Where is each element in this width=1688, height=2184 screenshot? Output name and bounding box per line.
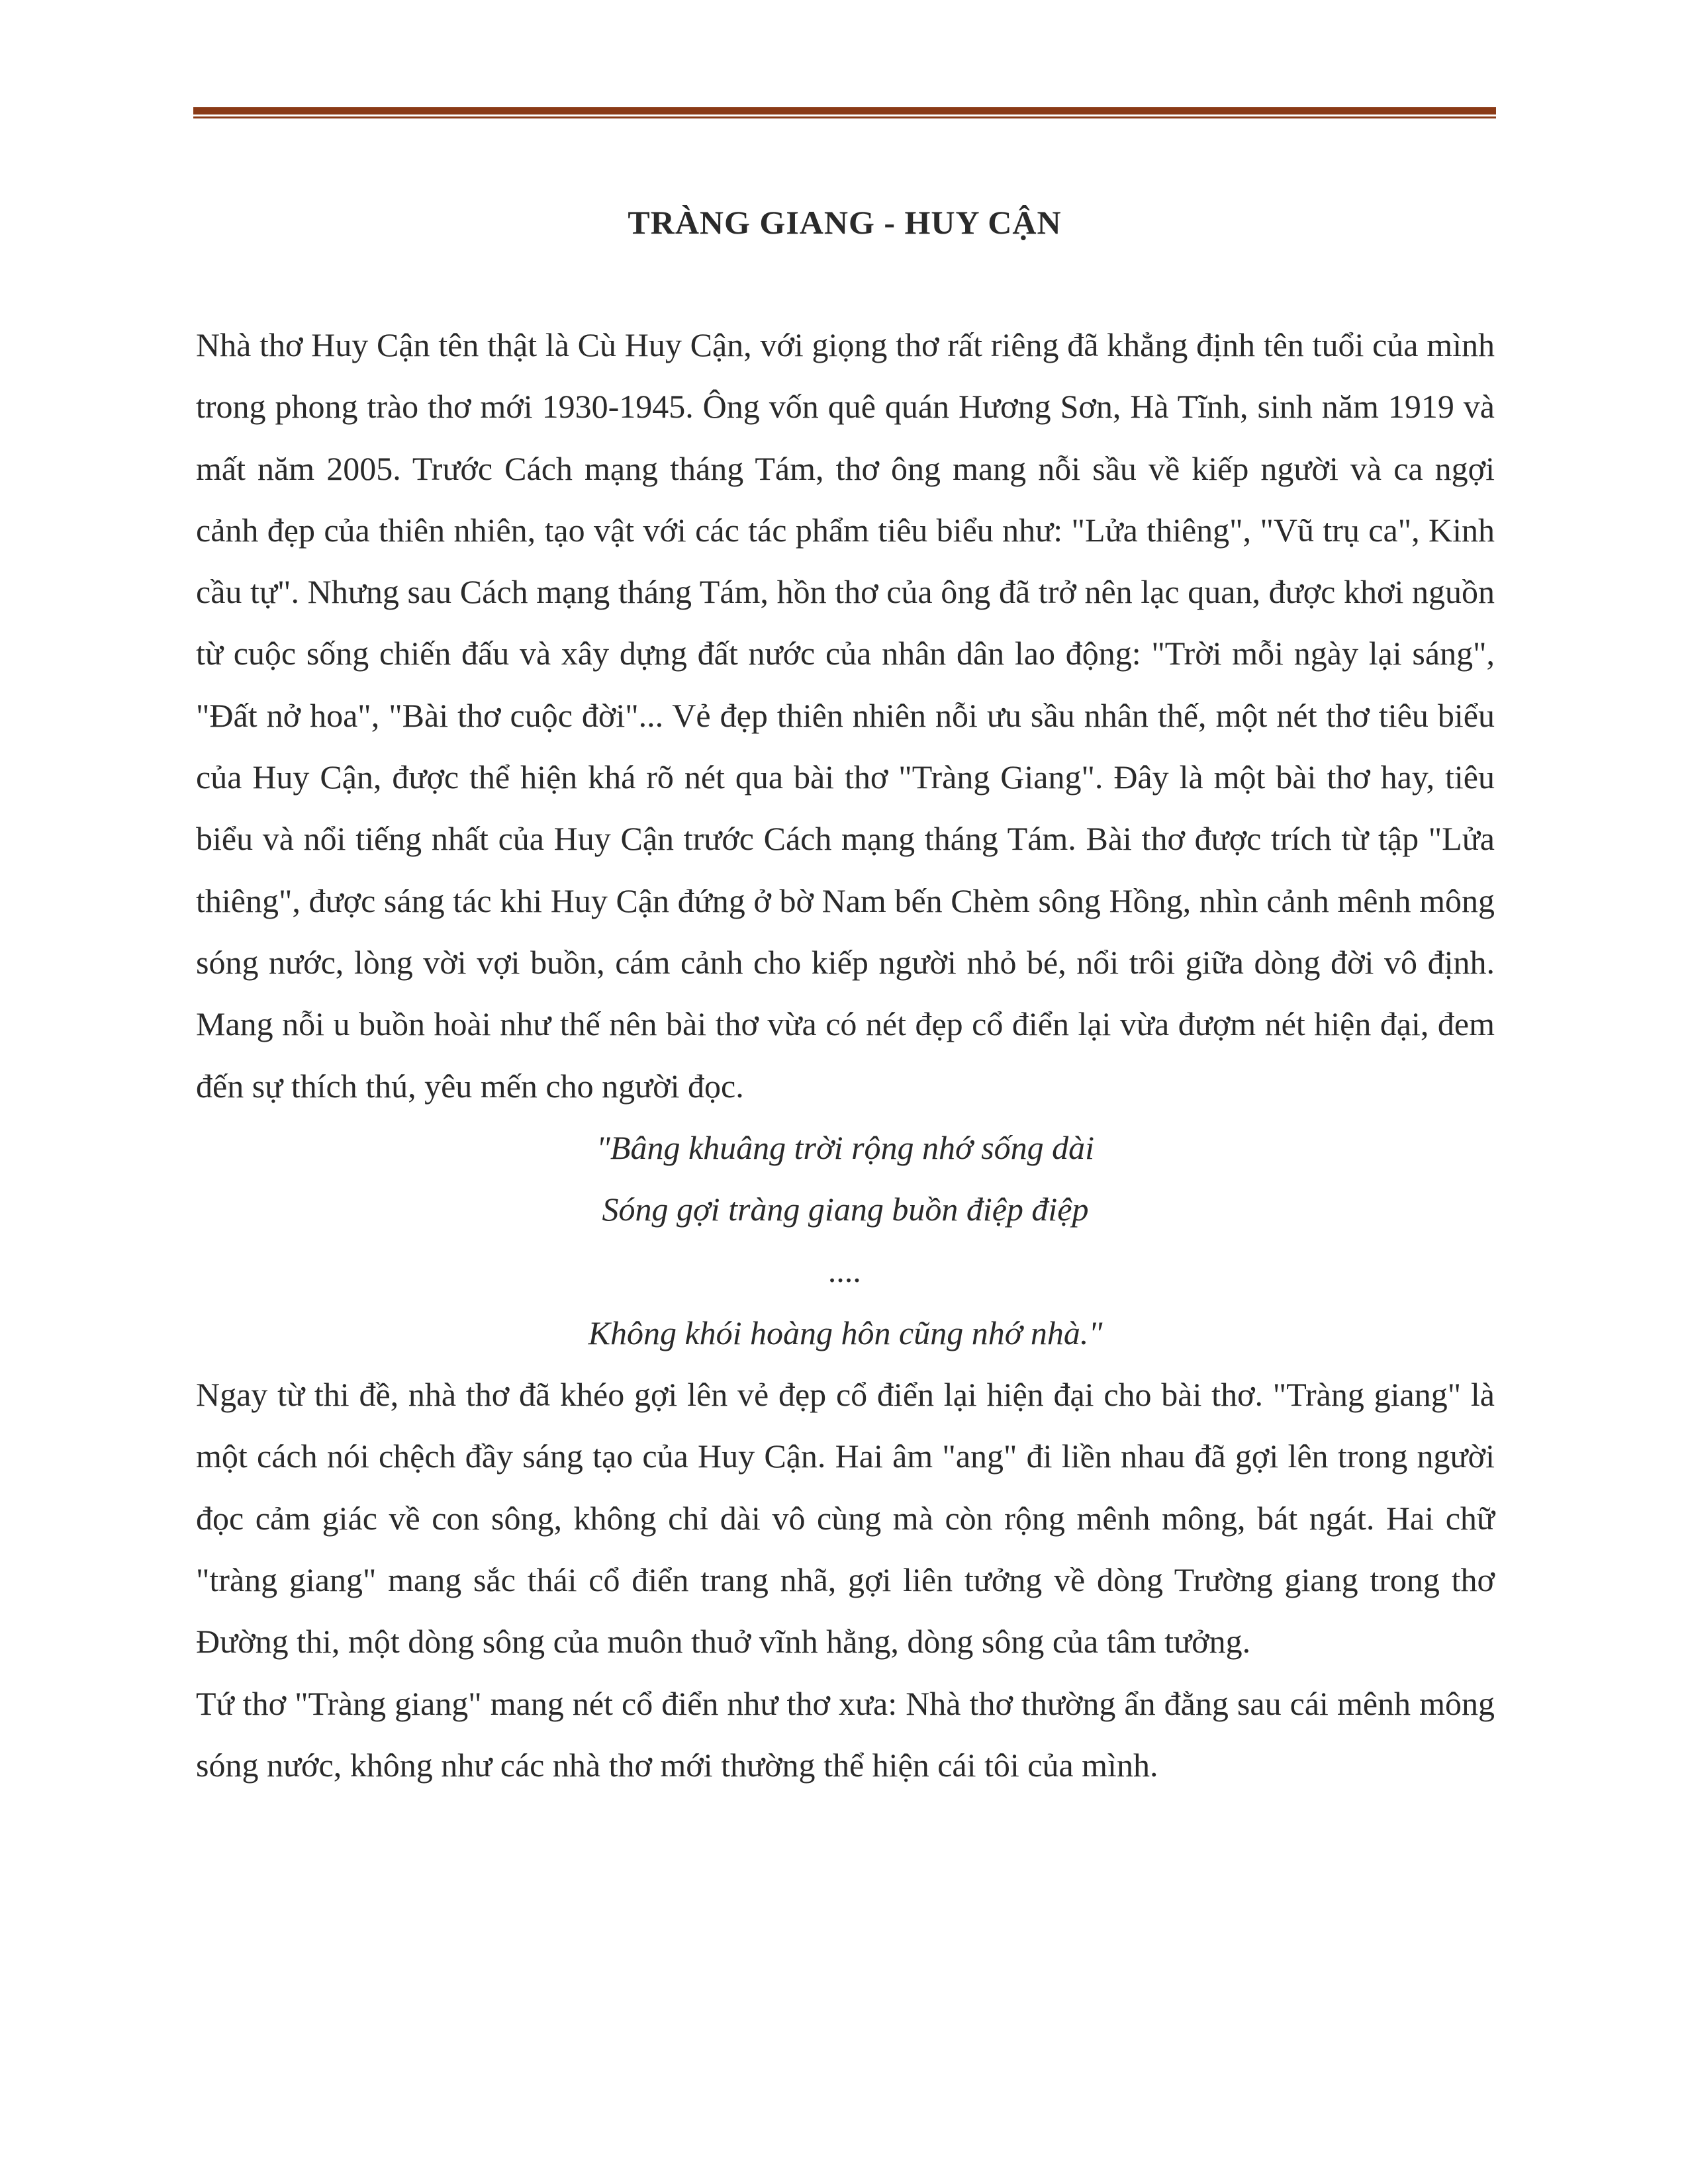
page-title: TRÀNG GIANG - HUY CẬN xyxy=(628,204,1062,241)
poem-line-2: Sóng gợi tràng giang buồn điệp điệp xyxy=(602,1191,1089,1228)
poem-line-3: Không khói hoàng hôn cũng nhớ nhà." xyxy=(588,1314,1103,1351)
header-rule-thin xyxy=(193,116,1496,118)
intro-paragraph: Nhà thơ Huy Cận tên thật là Cù Huy Cận, với giọng thơ rất riêng đã khẳng định tên tuổi của mình trong phong trào thơ mới 1930-1945. Ông vốn quê quán Hương Sơn, Hà Tĩnh, sinh năm 1919 và mất năm 2005. Trước Cách mạng tháng Tám, thơ ông mang nỗi sầu về kiếp người và ca ngợi cảnh đẹp của thiên nhiên, tạo vật với các tác phẩm tiêu biểu như: "Lửa thiêng", "Vũ trụ ca", Kinh cầu tự". Nhưng sau Cách mạng tháng Tám, hồn thơ của ông đã trở nên lạc quan, được khơi nguồn từ cuộc sống chiến đấu và xây dựng đất nước của nhân dân lao động: "Trời mỗi ngày lại sáng", "Đất nở hoa", "Bài thơ cuộc đời"... Vẻ đẹp thiên nhiên nỗi ưu sầu nhân thế, một nét thơ tiêu biểu của Huy Cận, được thể hiện khá rõ nét qua bài thơ "Tràng Giang". Đây là một bài thơ hay, tiêu biểu và nổi tiếng nhất của Huy Cận trước Cách mạng tháng Tám. Bài thơ được trích từ tập "Lửa thiêng", được sáng tác khi Huy Cận đứng ở bờ Nam bến Chèm sông Hồng, nhìn cảnh mênh mông sóng nước, lòng vời vợi buồn, cám cảnh cho kiếp người nhỏ bé, nổi trôi giữa dòng đời vô định. Mang nỗi u buồn hoài như thế nên bài thơ vừa có nét đẹp cổ điển lại vừa đượm nét hiện đại, đem đến sự thích thú, yêu mến cho người đọc. xyxy=(196,326,1495,1105)
document-body xyxy=(196,314,1495,1796)
header-rule-thick xyxy=(193,107,1496,114)
poem-line-1: "Bâng khuâng trời rộng nhớ sống dài xyxy=(596,1128,1095,1166)
poem-ellipsis: .... xyxy=(829,1252,862,1290)
paragraph-3: Tứ thơ "Tràng giang" mang nét cổ điển như thơ xưa: Nhà thơ thường ẩn đằng sau cái mênh mông sóng nước, không như các nhà thơ mới thường thể hiện cái tôi của mình. xyxy=(196,1684,1495,1784)
header-rule xyxy=(193,107,1496,119)
paragraph-2: Ngay từ thi đề, nhà thơ đã khéo gợi lên vẻ đẹp cổ điển lại hiện đại cho bài thơ. "Tràng giang" là một cách nói chệch đầy sáng tạo của Huy Cận. Hai âm "ang" đi liền nhau đã gợi lên trong người đọc cảm giác về con sông, không chỉ dài vô cùng mà còn rộng mênh mông, bát ngát. Hai chữ "tràng giang" mang sắc thái cổ điển trang nhã, gợi liên tưởng về dòng Trường giang trong thơ Đường thi, một dòng sông của muôn thuở vĩnh hằng, dòng sông của tâm tưởng. xyxy=(196,1376,1495,1661)
